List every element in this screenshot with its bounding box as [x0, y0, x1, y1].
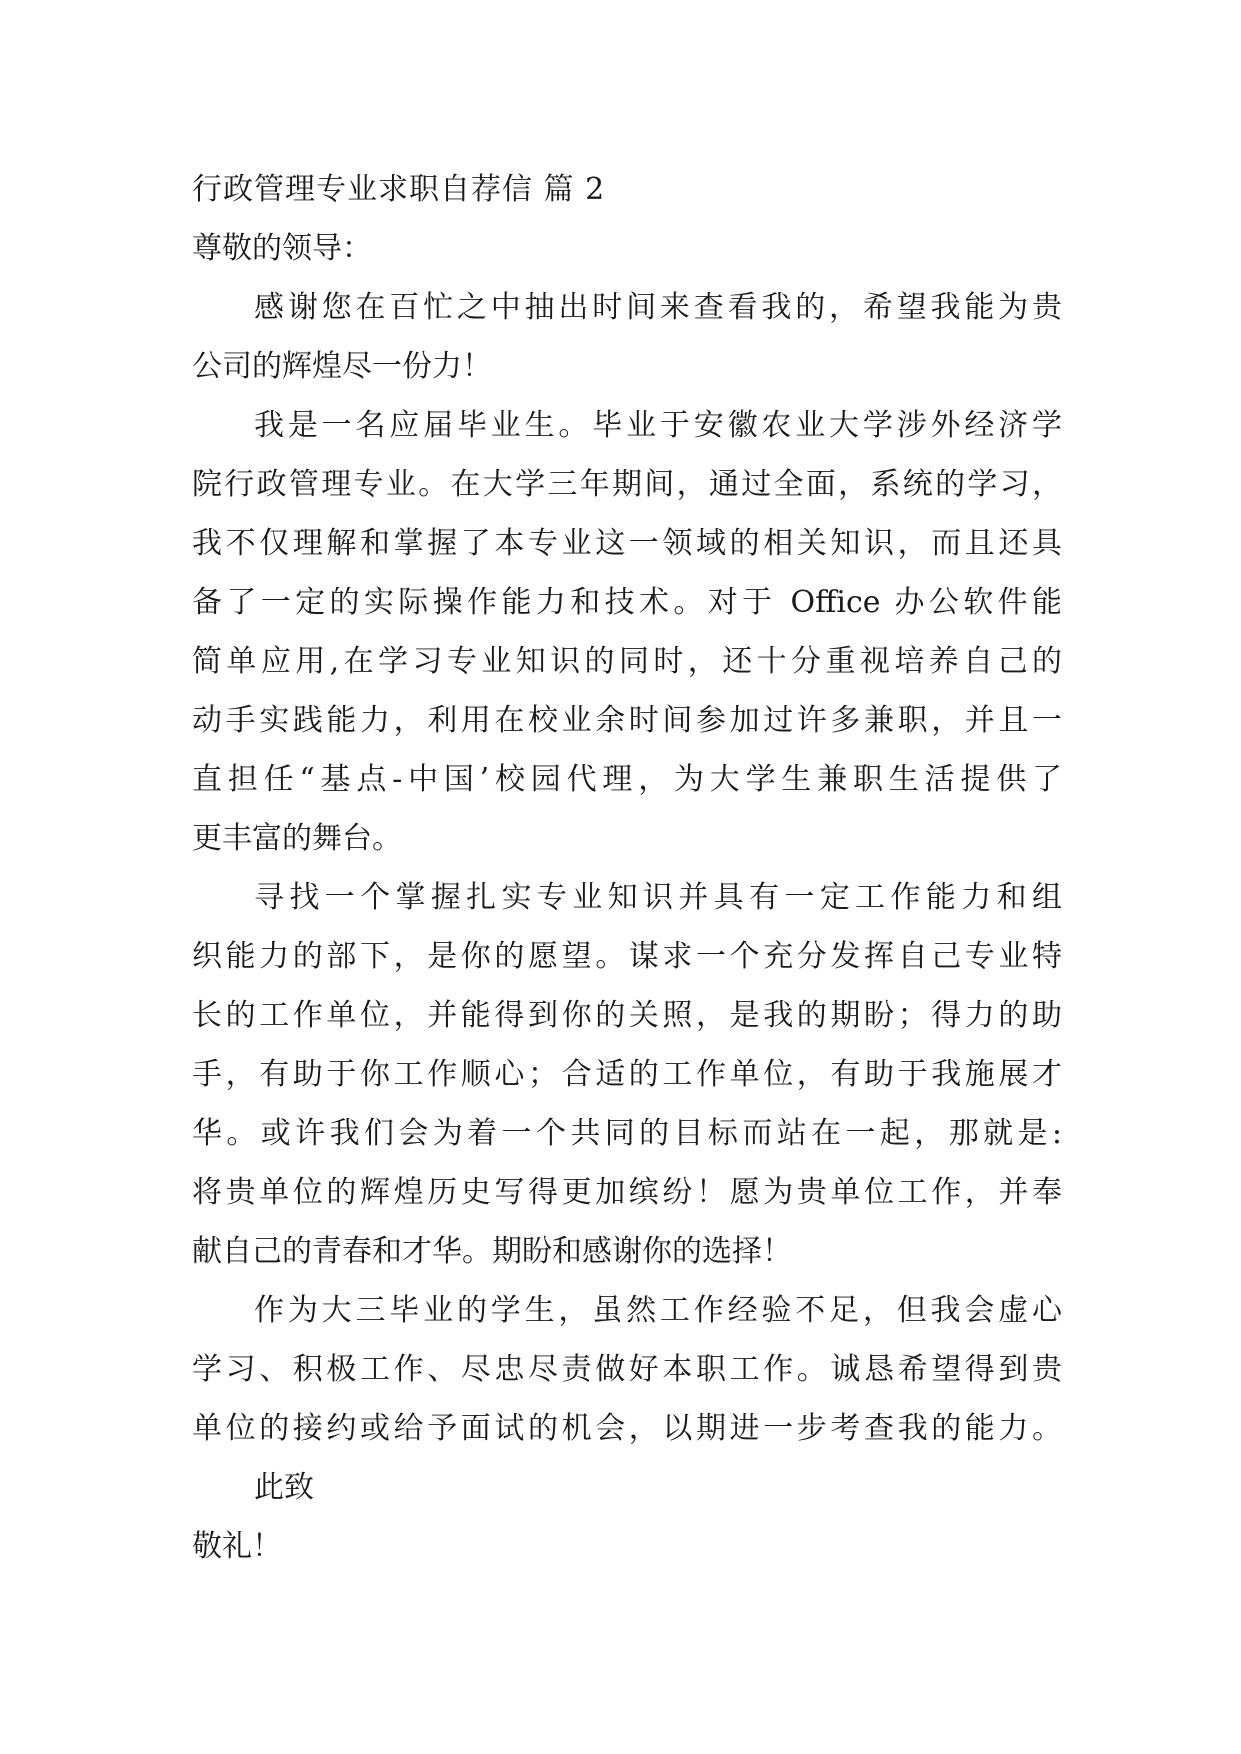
paragraph-2-line-5: 简单应用,在学习专业知识的同时，还十分重视培养自己的 — [192, 644, 1062, 679]
paragraph-3-line-7: 献自己的青春和才华。期盼和感谢你的选择！ — [192, 1234, 792, 1269]
paragraph-3-line-6: 将贵单位的辉煌历史写得更加缤纷！愿为贵单位工作，并奉 — [192, 1175, 1062, 1210]
paragraph-2-line-8: 更丰富的舞台。 — [192, 821, 402, 856]
paragraph-3-line-2: 织能力的部下，是你的愿望。谋求一个充分发挥自己专业特 — [192, 939, 1062, 974]
paragraph-2-line-1: 我是一名应届毕业生。毕业于安徽农业大学涉外经济学 — [254, 408, 1062, 443]
paragraph-3-line-4: 手，有助于你工作顺心；合适的工作单位，有助于我施展才 — [192, 1057, 1062, 1092]
closing: 此致 — [254, 1470, 314, 1505]
paragraph-2-line-7: 直担任“基点-中国’校园代理，为大学生兼职生活提供了 — [192, 762, 1062, 797]
paragraph-3-line-3: 长的工作单位，并能得到你的关照，是我的期盼；得力的助 — [192, 998, 1062, 1033]
regards: 敬礼！ — [192, 1529, 282, 1564]
paragraph-2-line-3: 我不仅理解和掌握了本专业这一领域的相关知识，而且还具 — [192, 526, 1062, 561]
paragraph-2-line-6: 动手实践能力，利用在校业余时间参加过许多兼职，并且一 — [192, 703, 1062, 738]
paragraph-1-line-2: 公司的辉煌尽一份力！ — [192, 349, 492, 384]
paragraph-3-line-5: 华。或许我们会为着一个共同的目标而站在一起，那就是: — [192, 1116, 1062, 1151]
paragraph-4-line-2: 学习、积极工作、尽忠尽责做好本职工作。诚恳希望得到贵 — [192, 1352, 1062, 1387]
paragraph-4-line-1: 作为大三毕业的学生，虽然工作经验不足，但我会虚心 — [254, 1293, 1062, 1328]
document-title: 行政管理专业求职自荐信 篇 2 — [192, 172, 606, 207]
paragraph-3-line-1: 寻找一个掌握扎实专业知识并具有一定工作能力和组 — [254, 880, 1062, 915]
salutation: 尊敬的领导： — [192, 231, 372, 266]
paragraph-2-line-2: 院行政管理专业。在大学三年期间，通过全面，系统的学习， — [192, 467, 1062, 502]
letter-body — [192, 160, 1062, 1576]
paragraph-2-line-4: 备了一定的实际操作能力和技术。对于 Office 办公软件能 — [192, 585, 1062, 620]
paragraph-1-line-1: 感谢您在百忙之中抽出时间来查看我的，希望我能为贵 — [254, 290, 1062, 325]
paragraph-4-line-3: 单位的接约或给予面试的机会，以期进一步考查我的能力。 — [192, 1411, 1062, 1446]
